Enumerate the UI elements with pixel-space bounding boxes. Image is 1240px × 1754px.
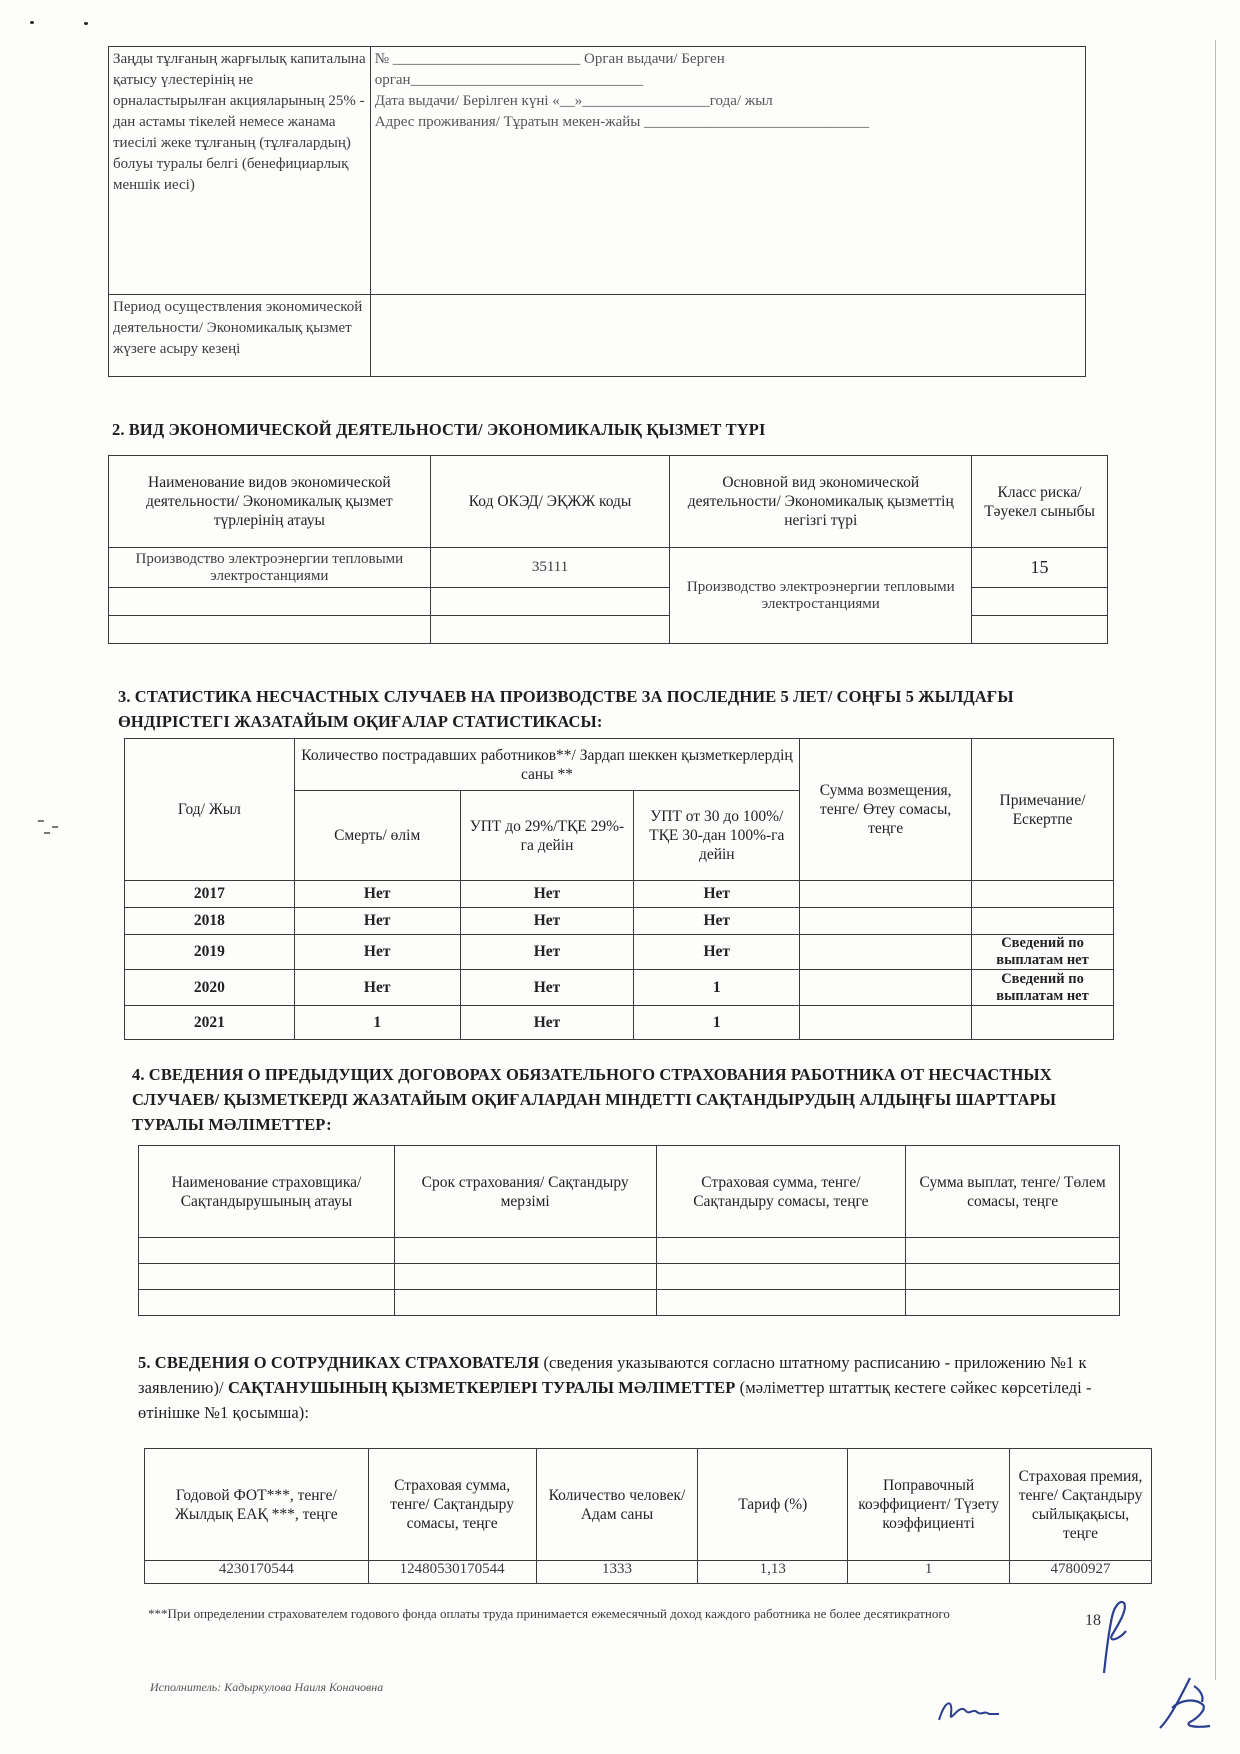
okved-cell: 35111 [430, 548, 670, 588]
margin-mark [52, 826, 58, 828]
compensation-cell [800, 970, 972, 1006]
empty-cell [972, 616, 1108, 644]
table-header-row [139, 1146, 1120, 1238]
col-correction-coefficient: Поправочный коэффициент/ Түзету коэффициенті [848, 1449, 1010, 1561]
col-risk-class: Класс риска/ Тәуекел сыныбы [972, 456, 1108, 548]
empty-cell [430, 616, 670, 644]
col-upt-29: УПТ до 29%/ТҚЕ 29%-га дейін [460, 791, 634, 881]
empty-cell [906, 1290, 1120, 1316]
signature-icon [1090, 1595, 1140, 1675]
section4-heading: 4. СВЕДЕНИЯ О ПРЕДЫДУЩИХ ДОГОВОРАХ ОБЯЗАТЕЛЬНОГО СТРАХОВАНИЯ РАБОТНИКА ОТ НЕСЧАСТНЫХ СЛУЧАЕВ/ ҚЫЗМЕТКЕРДІ ЖАЗАТАЙЫМ ОҚИҒАЛАРДАН МІНДЕТТІ САҚТАНДЫРУДЫҢ АЛДЫҢҒЫ ШАРТТАРЫ ТУРАЛЫ МӘЛІМЕТТЕР: [132, 1065, 1057, 1134]
death-cell: Нет [294, 970, 460, 1006]
value-line: № _________________________ Орган выдачи/ Берген [374, 51, 725, 67]
table-header-row [109, 456, 1108, 548]
heading-normal: (сведения указываются согласно штатному расписанию - приложению №1 к заявлению)/ [138, 1353, 1087, 1397]
table-row [139, 1264, 1120, 1290]
risk-class-cell: 15 [972, 548, 1108, 588]
empty-cell [139, 1264, 395, 1290]
sum-insured-cell: 12480530170544 [368, 1561, 536, 1584]
upt-29-cell: Нет [460, 908, 634, 935]
col-sum-insured: Страховая сумма, тенге/ Сақтандыру сомасы, теңге [368, 1449, 536, 1561]
beneficiary-table [108, 46, 1086, 377]
tariff-cell: 1,13 [698, 1561, 848, 1584]
table-row [109, 47, 1086, 295]
col-insurer: Наименование страховщика/ Сақтандырушының атауы [139, 1146, 395, 1238]
col-activity-name: Наименование видов экономической деятельности/ Экономикалық қызмет түрлерінің атауы [109, 456, 431, 548]
beneficiary-value [370, 47, 1085, 295]
col-compensation: Сумма возмещения, тенге/ Өтеу сомасы, теңге [800, 739, 972, 881]
death-cell: Нет [294, 881, 460, 908]
accident-statistics-table [124, 738, 1114, 1040]
table-row [139, 1290, 1120, 1316]
upt-30-100-cell: 1 [634, 970, 800, 1006]
table-row [125, 1006, 1114, 1040]
page-number: 18 [1085, 1612, 1101, 1629]
upt-29-cell: Нет [460, 881, 634, 908]
compensation-cell [800, 1006, 972, 1040]
death-cell: 1 [294, 1006, 460, 1040]
heading-bold: 5. СВЕДЕНИЯ О СОТРУДНИКАХ СТРАХОВАТЕЛЯ [138, 1353, 540, 1372]
previous-contracts-table [138, 1145, 1120, 1316]
signature-icon [935, 1690, 1005, 1730]
table-row [109, 295, 1086, 377]
table-row [125, 908, 1114, 935]
beneficiary-label: Заңды тұлғаның жарғылық капиталына қатысу үлестерінің не орналастырылған акцияларының 25% - дан астамы тікелей немесе жанама тиесілі жеке тұлғаның (тұлғалардың) болуы туралы белгі (бенефициарлық меншік иесі) [109, 47, 371, 295]
empty-cell [139, 1238, 395, 1264]
coefficient-cell: 1 [848, 1561, 1010, 1584]
table-row [139, 1238, 1120, 1264]
empty-cell [430, 588, 670, 616]
note-cell: Сведений по выплатам нет [972, 935, 1114, 970]
compensation-cell [800, 935, 972, 970]
table-header-row [125, 739, 1114, 791]
year-cell: 2020 [125, 970, 295, 1006]
col-sum-insured: Страховая сумма, тенге/ Сақтандыру сомасы, теңге [656, 1146, 906, 1238]
table-row [145, 1561, 1152, 1584]
section2-heading: 2. ВИД ЭКОНОМИЧЕСКОЙ ДЕЯТЕЛЬНОСТИ/ ЭКОНОМИКАЛЫҚ ҚЫЗМЕТ ТҮРІ [112, 420, 766, 439]
empty-cell [109, 616, 431, 644]
col-insurance-premium: Страховая премия, тенге/ Сақтандыру сыйлықақысы, теңге [1010, 1449, 1152, 1561]
compensation-cell [800, 881, 972, 908]
value-line: орган_______________________________ [374, 72, 644, 88]
scan-dot [30, 21, 34, 24]
table-row [109, 548, 1108, 588]
scan-dot [84, 22, 88, 25]
col-headcount: Количество человек/ Адам саны [536, 1449, 698, 1561]
empty-cell [972, 588, 1108, 616]
employees-table [144, 1448, 1152, 1584]
year-cell: 2019 [125, 935, 295, 970]
upt-30-100-cell: 1 [634, 1006, 800, 1040]
signature-icon [1150, 1668, 1220, 1738]
value-line: Дата выдачи/ Берілген күні «__»_________________года/ жыл [374, 93, 773, 109]
empty-cell [394, 1290, 656, 1316]
col-tariff: Тариф (%) [698, 1449, 848, 1561]
empty-cell [656, 1264, 906, 1290]
upt-29-cell: Нет [460, 970, 634, 1006]
page-edge-line [1215, 40, 1216, 1680]
note-cell [972, 881, 1114, 908]
col-term: Срок страхования/ Сақтандыру мерзімі [394, 1146, 656, 1238]
value-line: Адрес проживания/ Тұратын мекен-жайы ______________________________ [374, 114, 870, 130]
main-activity-cell: Производство электроэнергии тепловыми электростанциями [670, 548, 972, 644]
col-year: Год/ Жыл [125, 739, 295, 881]
col-upt-30-100: УПТ от 30 до 100%/ ТҚЕ 30-дан 100%-га дейін [634, 791, 800, 881]
empty-cell [394, 1264, 656, 1290]
period-value [370, 295, 1085, 377]
compensation-cell [800, 908, 972, 935]
empty-cell [394, 1238, 656, 1264]
empty-cell [109, 588, 431, 616]
col-okved: Код ОКЭД/ ЭҚЖЖ коды [430, 456, 670, 548]
table-row [125, 881, 1114, 908]
upt-30-100-cell: Нет [634, 881, 800, 908]
empty-cell [656, 1290, 906, 1316]
premium-cell: 47800927 [1010, 1561, 1152, 1584]
year-cell: 2018 [125, 908, 295, 935]
table-row [125, 935, 1114, 970]
margin-mark [38, 820, 44, 822]
note-cell [972, 1006, 1114, 1040]
note-cell [972, 908, 1114, 935]
heading-normal: (мәліметтер штаттық кестеге сәйкес көрсетіледі - өтінішке №1 қосымша): [138, 1378, 1092, 1422]
year-cell: 2021 [125, 1006, 295, 1040]
empty-cell [906, 1264, 1120, 1290]
upt-30-100-cell: Нет [634, 908, 800, 935]
col-death: Смерть/ өлім [294, 791, 460, 881]
col-main-activity: Основной вид экономической деятельности/ Экономикалық қызметтің негізгі түрі [670, 456, 972, 548]
empty-cell [139, 1290, 395, 1316]
empty-cell [906, 1238, 1120, 1264]
upt-29-cell: Нет [460, 935, 634, 970]
upt-29-cell: Нет [460, 1006, 634, 1040]
executor-line: Исполнитель: Кадыркулова Наиля Коначовна [150, 1680, 384, 1694]
year-cell: 2017 [125, 881, 295, 908]
margin-mark [44, 832, 50, 834]
section3-heading: 3. СТАТИСТИКА НЕСЧАСТНЫХ СЛУЧАЕВ НА ПРОИЗВОДСТВЕ ЗА ПОСЛЕДНИЕ 5 ЛЕТ/ СОҢҒЫ 5 ЖЫЛДАҒЫ ӨНДІРІСТЕГІ ЖАЗАТАЙЫМ ОҚИҒАЛАР СТАТИСТИКАСЫ: [118, 687, 1014, 731]
col-victims-group: Количество пострадавших работников**/ Зардап шеккен қызметкерлердің саны ** [294, 739, 799, 791]
activity-name-cell: Производство электроэнергии тепловыми электростанциями [109, 548, 431, 588]
empty-cell [656, 1238, 906, 1264]
table-header-row [145, 1449, 1152, 1561]
economic-activity-table [108, 455, 1108, 644]
heading-bold: САҚТАНУШЫНЫҢ ҚЫЗМЕТКЕРЛЕРІ ТУРАЛЫ МӘЛІМЕТТЕР [227, 1378, 736, 1397]
death-cell: Нет [294, 908, 460, 935]
upt-30-100-cell: Нет [634, 935, 800, 970]
section5-heading [138, 1350, 1098, 1425]
note-cell: Сведений по выплатам нет [972, 970, 1114, 1006]
death-cell: Нет [294, 935, 460, 970]
headcount-cell: 1333 [536, 1561, 698, 1584]
col-payouts: Сумма выплат, тенге/ Төлем сомасы, теңге [906, 1146, 1120, 1238]
col-note: Примечание/ Ескертпе [972, 739, 1114, 881]
annual-payroll-cell: 4230170544 [145, 1561, 369, 1584]
table-row [125, 970, 1114, 1006]
period-label: Период осуществления экономической деятельности/ Экономикалық қызмет жүзеге асыру кезеңі [109, 295, 371, 377]
payroll-footnote: ***При определении страхователем годового фонда оплаты труда принимается ежемесячный доход каждого работника не более десятикратного [148, 1606, 950, 1621]
col-annual-payroll: Годовой ФОТ***, тенге/ Жылдық ЕАҚ ***, теңге [145, 1449, 369, 1561]
